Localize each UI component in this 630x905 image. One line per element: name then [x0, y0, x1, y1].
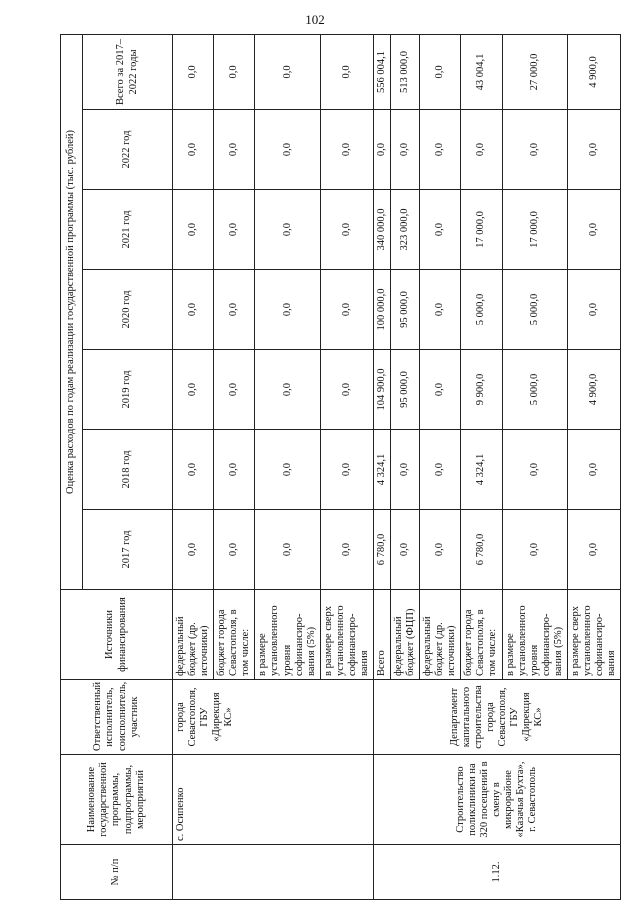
source-cell: бюджет города Севастополя, в том числе:	[214, 590, 255, 680]
value-cell: 0,0	[173, 430, 214, 510]
header-year: 2020 год	[83, 270, 173, 350]
value-cell: 556 004,1	[373, 34, 390, 109]
value-cell: 0,0	[420, 350, 461, 430]
source-cell: в размере сверх установленного софинансиро-вания	[320, 590, 373, 680]
value-cell: 0,0	[567, 430, 620, 510]
value-cell: 5 000,0	[502, 350, 567, 430]
value-cell: 0,0	[255, 270, 320, 350]
header-year-total: Всего за 2017–2022 годы	[83, 34, 173, 109]
value-cell: 0,0	[320, 510, 373, 590]
value-cell: 6 780,0	[373, 510, 390, 590]
value-cell: 95 000,0	[391, 350, 420, 430]
program-name-cell: Строительство поликлиники на 320 посещений в смену в микрорайоне «Казачья Бухта», г. Севастополь	[373, 755, 620, 845]
value-cell: 5 000,0	[461, 270, 502, 350]
value-cell: 0,0	[420, 190, 461, 270]
table-row	[173, 34, 214, 899]
value-cell: 0,0	[255, 190, 320, 270]
row-num-cell: 1.12.	[373, 845, 620, 900]
source-cell: в размере установленного уровня софинансиро-вания (5%)	[502, 590, 567, 680]
value-cell: 0,0	[502, 430, 567, 510]
value-cell: 104 900,0	[373, 350, 390, 430]
value-cell: 0,0	[214, 430, 255, 510]
value-cell: 323 000,0	[391, 190, 420, 270]
value-cell: 17 000,0	[502, 190, 567, 270]
source-cell: федеральный бюджет (ФЦП)	[391, 590, 420, 680]
value-cell: 0,0	[420, 270, 461, 350]
table-row	[373, 34, 390, 899]
value-cell: 0,0	[320, 110, 373, 190]
source-cell: бюджет города Севастополя, в том числе:	[461, 590, 502, 680]
value-cell: 0,0	[320, 350, 373, 430]
value-cell: 0,0	[320, 430, 373, 510]
value-cell: 0,0	[255, 510, 320, 590]
value-cell: 0,0	[214, 110, 255, 190]
header-name: Наименование государственной программы, подпрограммы, мероприятий	[61, 755, 173, 845]
value-cell: 0,0	[420, 34, 461, 109]
value-cell: 0,0	[214, 350, 255, 430]
row-num-cell	[173, 845, 374, 900]
value-cell: 0,0	[373, 110, 390, 190]
value-cell: 0,0	[420, 430, 461, 510]
value-cell: 0,0	[255, 430, 320, 510]
header-year: 2021 год	[83, 190, 173, 270]
source-cell: федеральный бюджет (др. источники)	[173, 590, 214, 680]
value-cell: 0,0	[320, 190, 373, 270]
value-cell: 513 000,0	[391, 34, 420, 109]
expenditure-table	[60, 34, 621, 900]
header-num: № п/п	[61, 845, 173, 900]
header-year: 2018 год	[83, 430, 173, 510]
value-cell: 0,0	[214, 190, 255, 270]
source-cell: Всего	[373, 590, 390, 680]
value-cell: 27 000,0	[502, 34, 567, 109]
source-cell: федеральный бюджет (др. источники)	[420, 590, 461, 680]
value-cell: 5 000,0	[502, 270, 567, 350]
value-cell: 9 900,0	[461, 350, 502, 430]
value-cell: 0,0	[214, 510, 255, 590]
value-cell: 0,0	[461, 110, 502, 190]
value-cell: 0,0	[214, 34, 255, 109]
value-cell: 0,0	[173, 110, 214, 190]
executor-cell: Департамент капитального строительства города Севастополя, ГБУ «Дирекция КС»	[373, 680, 620, 755]
value-cell: 0,0	[173, 510, 214, 590]
value-cell: 17 000,0	[461, 190, 502, 270]
value-cell: 0,0	[173, 34, 214, 109]
value-cell: 0,0	[214, 270, 255, 350]
header-year: 2019 год	[83, 350, 173, 430]
source-cell: в размере сверх установленного софинансиро-вания	[567, 590, 620, 680]
rotated-table-wrapper	[60, 35, 617, 900]
value-cell: 4 900,0	[567, 34, 620, 109]
value-cell: 0,0	[255, 350, 320, 430]
value-cell: 340 000,0	[373, 190, 390, 270]
value-cell: 0,0	[567, 190, 620, 270]
value-cell: 43 004,1	[461, 34, 502, 109]
value-cell: 0,0	[173, 350, 214, 430]
value-cell: 0,0	[502, 510, 567, 590]
value-cell: 0,0	[173, 270, 214, 350]
value-cell: 0,0	[420, 510, 461, 590]
header-year: 2022 год	[83, 110, 173, 190]
value-cell: 0,0	[567, 110, 620, 190]
value-cell: 4 900,0	[567, 350, 620, 430]
value-cell: 0,0	[567, 270, 620, 350]
value-cell: 4 324,1	[373, 430, 390, 510]
value-cell: 6 780,0	[461, 510, 502, 590]
header-year: 2017 год	[83, 510, 173, 590]
source-cell: в размере установленного уровня софинансиро-вания (5%)	[255, 590, 320, 680]
value-cell: 0,0	[320, 270, 373, 350]
value-cell: 4 324,1	[461, 430, 502, 510]
value-cell: 0,0	[391, 110, 420, 190]
value-cell: 0,0	[567, 510, 620, 590]
header-estimate: Оценка расходов по годам реализации государственной программы (тыс. рублей)	[61, 34, 83, 589]
value-cell: 0,0	[320, 34, 373, 109]
executor-cell: города Севастополя, ГБУ «Дирекция КС»	[173, 680, 374, 755]
program-name-cell: с. Осипенко	[173, 755, 374, 845]
value-cell: 0,0	[420, 110, 461, 190]
value-cell: 0,0	[502, 110, 567, 190]
value-cell: 0,0	[391, 430, 420, 510]
value-cell: 0,0	[391, 510, 420, 590]
header-executor: Ответственный исполнитель, соисполнитель, участник	[61, 680, 173, 755]
value-cell: 0,0	[255, 34, 320, 109]
value-cell: 0,0	[173, 190, 214, 270]
header-source: Источники финансирования	[61, 590, 173, 680]
value-cell: 100 000,0	[373, 270, 390, 350]
value-cell: 0,0	[255, 110, 320, 190]
value-cell: 95 000,0	[391, 270, 420, 350]
page-number: 102	[305, 12, 325, 27]
